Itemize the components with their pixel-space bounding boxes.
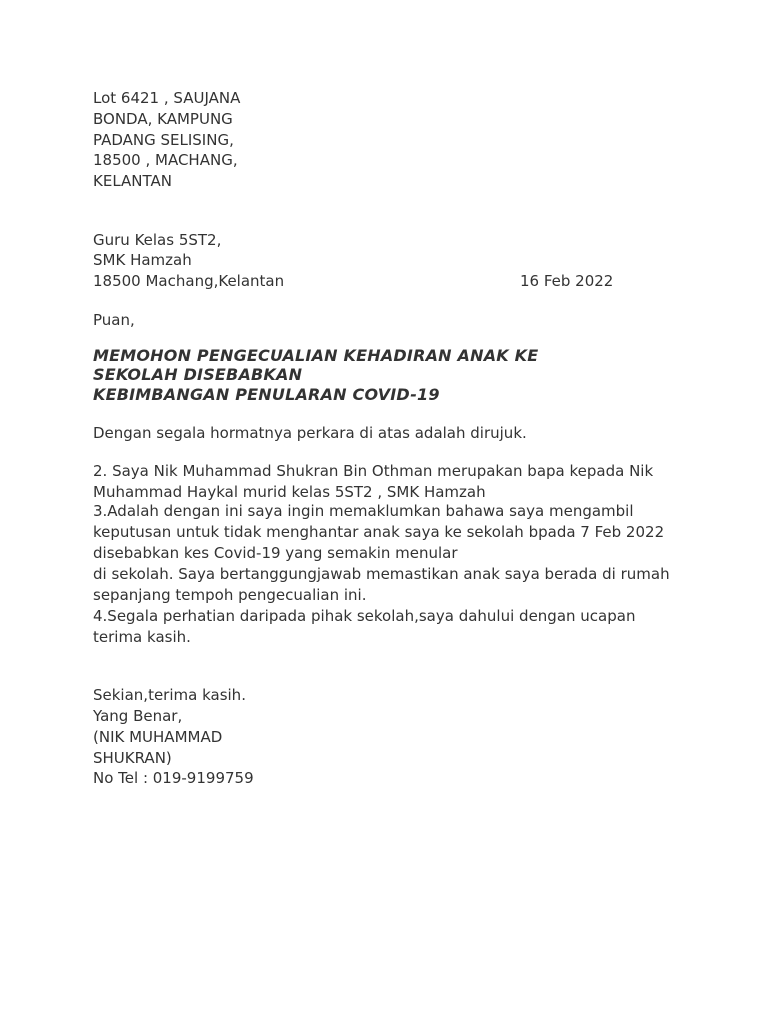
salutation: Puan, (93, 311, 135, 329)
body-line: 3.Adalah dengan ini saya ingin memaklumkan bahawa saya mengambil (93, 502, 634, 520)
body-line: keputusan untuk tidak menghantar anak saya ke sekolah bpada 7 Feb 2022 (93, 523, 665, 541)
recipient-address-line: 18500 Machang,Kelantan (93, 272, 285, 290)
signatory-name: (NIK MUHAMMAD (93, 728, 223, 746)
opening-sentence: Dengan segala hormatnya perkara di atas adalah dirujuk. (93, 424, 527, 442)
body-line: disebabkan kes Covid-19 yang semakin menular (93, 544, 458, 562)
body-line: 4.Segala perhatian daripada pihak sekolah,saya dahului dengan ucapan (93, 607, 636, 625)
phone-number: No Tel : 019-9199759 (93, 769, 254, 787)
signatory-name: SHUKRAN) (93, 749, 172, 767)
subject-line: SEKOLAH DISEBABKAN (93, 365, 303, 384)
subject-line: MEMOHON PENGECUALIAN KEHADIRAN ANAK KE (93, 346, 539, 365)
sender-address-line: KELANTAN (93, 172, 172, 190)
sender-address-line: BONDA, KAMPUNG (93, 110, 233, 128)
body-line: 2. Saya Nik Muhammad Shukran Bin Othman merupakan bapa kepada Nik (93, 462, 654, 480)
subject-line: KEBIMBANGAN PENULARAN COVID-19 (93, 385, 440, 404)
letter-date: 16 Feb 2022 (520, 272, 614, 290)
closing-line: Sekian,terima kasih. (93, 686, 246, 704)
sender-address-line: Lot 6421 , SAUJANA (93, 89, 241, 107)
recipient-address-line: SMK Hamzah (93, 251, 192, 269)
closing-line: Yang Benar, (93, 707, 183, 725)
body-line: di sekolah. Saya bertanggungjawab memastikan anak saya berada di rumah (93, 565, 670, 583)
sender-address-line: 18500 , MACHANG, (93, 151, 238, 169)
body-line: sepanjang tempoh pengecualian ini. (93, 586, 367, 604)
recipient-address-line: Guru Kelas 5ST2, (93, 231, 222, 249)
sender-address-line: PADANG SELISING, (93, 131, 234, 149)
body-line: terima kasih. (93, 628, 191, 646)
body-line: Muhammad Haykal murid kelas 5ST2 , SMK Hamzah (93, 483, 486, 501)
